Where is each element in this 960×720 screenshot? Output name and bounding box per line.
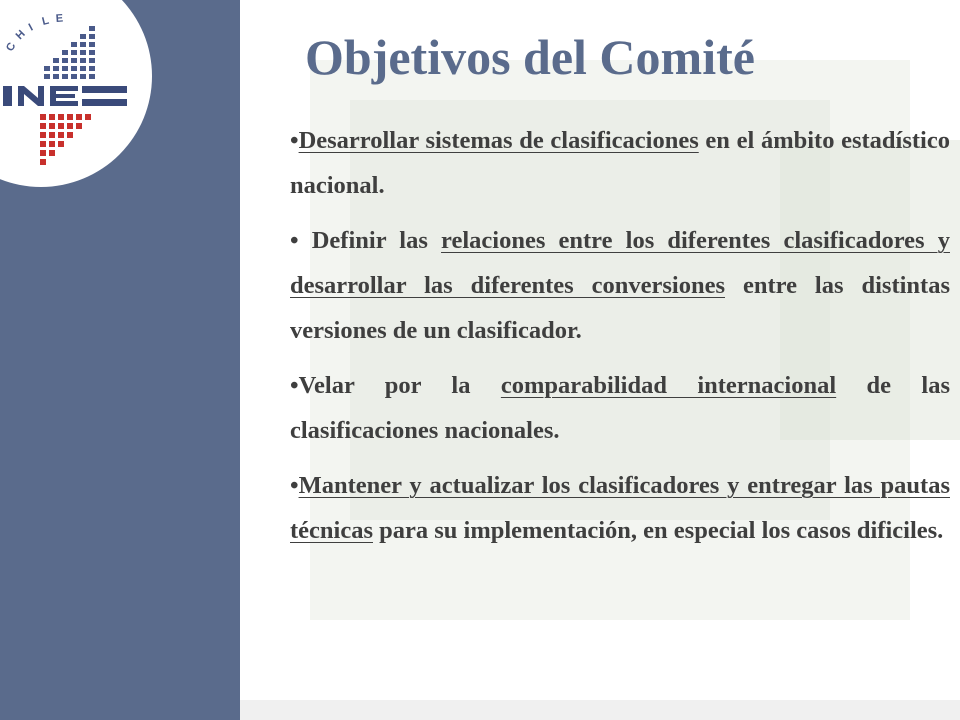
logo-dot	[89, 58, 95, 63]
blue-dot-grid	[44, 26, 95, 79]
logo-dot	[58, 141, 64, 147]
logo-dot	[71, 42, 77, 47]
logo-dot	[85, 114, 91, 120]
objective-item-2	[290, 218, 950, 353]
logo-dot	[89, 34, 95, 39]
bullet-marker: •	[290, 472, 299, 499]
objective-item-4	[290, 463, 950, 553]
logo-dot	[80, 50, 86, 55]
logo-dot	[89, 26, 95, 31]
logo-dot	[71, 66, 77, 71]
page-title: Objetivos del Comité	[305, 29, 755, 85]
logo-dot	[40, 132, 46, 138]
objective-2-lead: Definir las	[298, 227, 442, 254]
logo-letter-5: E	[55, 12, 64, 25]
logo-dot	[89, 42, 95, 47]
objective-item-1	[290, 118, 950, 208]
logo-dot	[49, 150, 55, 156]
logo-letter-2: H	[13, 28, 28, 43]
objective-1-rest: en el ámbito estadístico nacional.	[290, 127, 950, 199]
logo-dot	[89, 50, 95, 55]
logo-dot	[58, 114, 64, 120]
logo-dot	[71, 50, 77, 55]
logo-dot	[62, 50, 68, 55]
logo-dot	[62, 74, 68, 79]
logo-dot	[62, 66, 68, 71]
logo-dot	[76, 114, 82, 120]
objectives-list	[290, 118, 950, 563]
logo-dot	[62, 58, 68, 63]
red-dot-grid	[40, 114, 91, 165]
objective-item-3	[290, 363, 950, 453]
objective-2-rest: entre las distintas versiones de un clasificador.	[290, 272, 950, 344]
logo-dot	[80, 34, 86, 39]
logo-dot	[49, 132, 55, 138]
objective-3-rest: de las clasificaciones nacionales.	[290, 372, 951, 444]
logo-dot	[40, 141, 46, 147]
bullet-marker: •	[290, 372, 299, 399]
bottom-strip	[240, 700, 960, 720]
logo-dot	[89, 66, 95, 71]
logo-letter-1: C	[4, 40, 19, 54]
logo-dot	[80, 42, 86, 47]
logo-dot	[53, 74, 59, 79]
logo-dot	[49, 123, 55, 129]
logo-dot	[71, 74, 77, 79]
logo-dot	[58, 132, 64, 138]
logo-dot	[44, 66, 50, 71]
logo-dot	[67, 114, 73, 120]
logo-dot	[40, 114, 46, 120]
objective-4-rest: para su implementación, en especial los casos dificiles.	[373, 517, 944, 544]
objective-3-underlined: comparabilidad internacional	[500, 372, 837, 399]
logo-dot	[89, 74, 95, 79]
objective-4-underlined: Mantener y actualizar los clasificadores y entregar las pautas técnicas	[290, 472, 950, 544]
logo-dot	[80, 74, 86, 79]
logo-dot	[71, 58, 77, 63]
logo-dot	[80, 66, 86, 71]
logo-dot	[67, 123, 73, 129]
logo-letter-3: I	[26, 21, 36, 34]
ine-letters	[3, 86, 127, 106]
bullet-marker: •	[290, 227, 299, 254]
objective-1-underlined: Desarrollar sistemas de clasificaciones	[298, 127, 699, 154]
objective-3-lead: Velar por la	[298, 372, 501, 399]
logo-letter-4: L	[40, 14, 51, 28]
ine-logo	[0, 0, 140, 175]
chile-text	[4, 13, 63, 54]
logo-dot	[76, 123, 82, 129]
logo-dot	[44, 74, 50, 79]
logo-dot	[49, 114, 55, 120]
logo-dot	[58, 123, 64, 129]
logo-dot	[53, 58, 59, 63]
logo-dot	[80, 58, 86, 63]
logo-dot	[40, 159, 46, 165]
logo-dot	[40, 150, 46, 156]
logo-dot	[67, 132, 73, 138]
logo-dot	[40, 123, 46, 129]
logo-dot	[53, 66, 59, 71]
bullet-marker: •	[290, 127, 299, 154]
objective-2-underlined: relaciones entre los diferentes clasificadores y desarrollar las diferentes conversiones	[290, 227, 950, 299]
logo-dot	[49, 141, 55, 147]
